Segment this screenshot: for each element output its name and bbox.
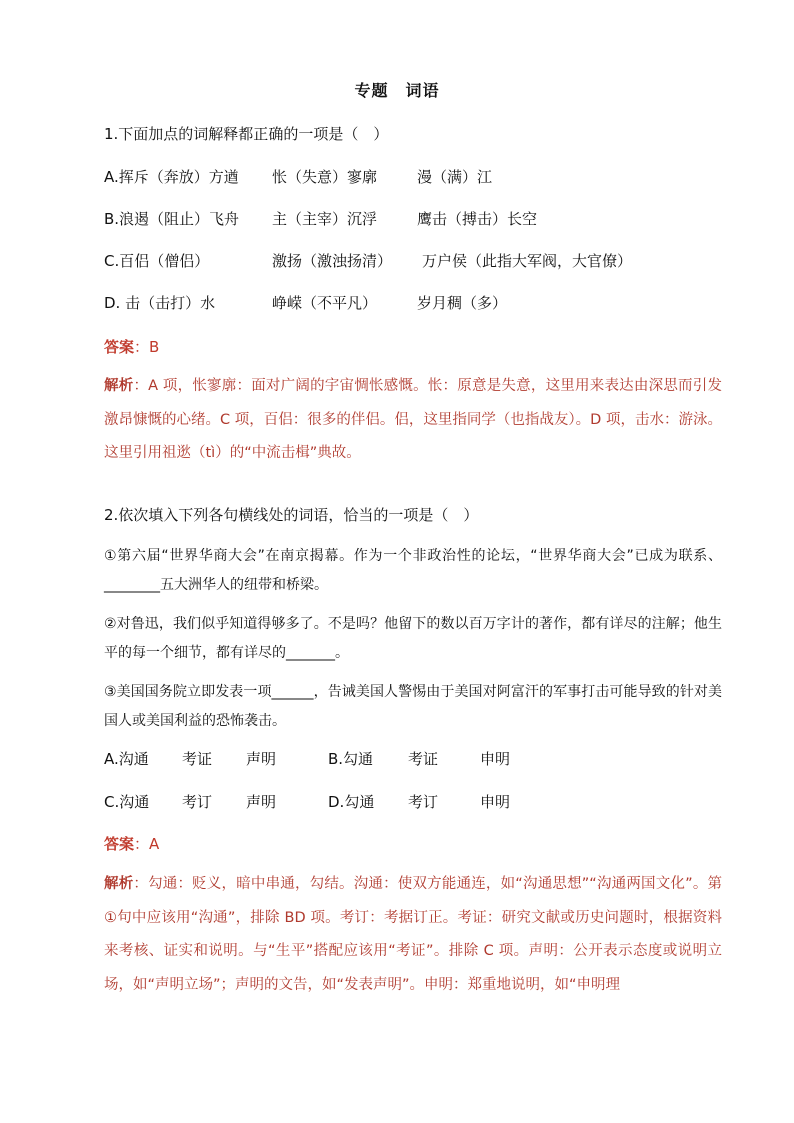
option-c-part2: 激扬（激浊扬清） xyxy=(272,252,393,270)
option-b-word2: 考证 xyxy=(408,750,439,768)
option-b-part3: 鹰击（搏击）长空 xyxy=(417,210,538,228)
explanation-label: 解析 xyxy=(104,876,134,892)
question-2-sentence-2: ②对鲁迅，我们似乎知道得够多了。不是吗？他留下的数以百万字计的著作，都有详尽的注解；他生平的每一个细节，都有详尽的_______。 xyxy=(104,616,722,661)
question-1-stem: 1.下面加点的词解释都正确的一项是（ ） xyxy=(104,125,389,143)
option-d-word3: 申明 xyxy=(480,793,511,811)
option-c-part1: C.百侣（僧侣） xyxy=(104,252,210,270)
option-a-part3: 漫（满）江 xyxy=(417,168,493,186)
option-b-word1: B.勾通 xyxy=(328,750,374,768)
explanation-text: ：A 项，怅寥廓：面对广阔的宇宙惆怅感慨。怅：原意是失意，这里用来表达由深思而引发激昂慷慨的心绪。C 项，百侣：很多的伴侣。侣，这里指同学（也指战友）。D 项，击水：游泳。这里引用祖逖（tì）的“中流击楫”典故。 xyxy=(104,378,722,461)
question-1-option-a xyxy=(104,166,492,187)
option-d-part3: 岁月稠（多） xyxy=(417,294,508,312)
question-2-sentence-3: ③美国国务院立即发表一项______，告诫美国人警惕由于美国对阿富汗的军事打击可能导致的针对美国人或美国利益的恐怖袭击。 xyxy=(104,684,722,729)
option-c-word2: 考订 xyxy=(182,793,213,811)
option-a-word3: 声明 xyxy=(246,750,277,768)
explanation-text: ：勾通：贬义，暗中串通，勾结。沟通：使双方能通连，如“沟通思想”“沟通两国文化”。第①句中应该用“沟通”，排除 BD 项。考订：考据订正。考证：研究文献或历史问题时，根据资料来考核、证实和说明。与“生平”搭配应该用“考证”。排除 C 项。声明：公开表示态度或说明立场，如“声明立场”；声明的文告，如“发表声明”。申明：郑重地说明，如“申明理 xyxy=(104,876,723,993)
option-b-part1: B.浪遏（阻止）飞舟 xyxy=(104,210,240,228)
question-1-option-c xyxy=(104,250,632,271)
question-1-option-b xyxy=(104,208,537,229)
question-1-answer xyxy=(104,336,159,357)
option-a-part2: 怅（失意）寥廓 xyxy=(272,168,378,186)
page-title: 专题 词语 xyxy=(354,81,440,100)
question-2-stem: 2.依次填入下列各句横线处的词语，恰当的一项是（ ） xyxy=(104,506,479,524)
option-d-word2: 考订 xyxy=(408,793,439,811)
question-2-answer xyxy=(104,833,159,854)
option-c-word1: C.沟通 xyxy=(104,793,150,811)
question-2-explanation xyxy=(104,868,722,1002)
answer-value: ：B xyxy=(134,338,160,356)
question-1-option-d xyxy=(104,292,507,313)
question-2-sentence-1: ①第六届“世界华商大会”在南京揭幕。作为一个非政治性的论坛，“世界华商大会”已成为联系、________五大洲华人的纽带和桥梁。 xyxy=(104,548,722,593)
explanation-label: 解析 xyxy=(104,378,134,394)
question-2-options-row-1 xyxy=(104,748,510,769)
option-a-word2: 考证 xyxy=(182,750,213,768)
option-a-word1: A.沟通 xyxy=(104,750,149,768)
option-d-part2: 峥嵘（不平凡） xyxy=(272,294,378,312)
answer-value: ：A xyxy=(134,835,160,853)
answer-label: 答案 xyxy=(104,835,135,853)
option-d-part1: D. 击（击打）水 xyxy=(104,294,216,312)
option-d-word1: D.勾通 xyxy=(328,793,375,811)
option-a-part1: A.挥斥（奔放）方遒 xyxy=(104,168,239,186)
option-b-part2: 主（主宰）沉浮 xyxy=(272,210,378,228)
option-c-part3: 万户侯（此指大军阀，大官僚） xyxy=(422,252,633,270)
option-c-word3: 声明 xyxy=(246,793,277,811)
answer-label: 答案 xyxy=(104,338,135,356)
option-b-word3: 申明 xyxy=(480,750,511,768)
question-1-explanation xyxy=(104,370,722,471)
question-2-options-row-2 xyxy=(104,791,510,812)
